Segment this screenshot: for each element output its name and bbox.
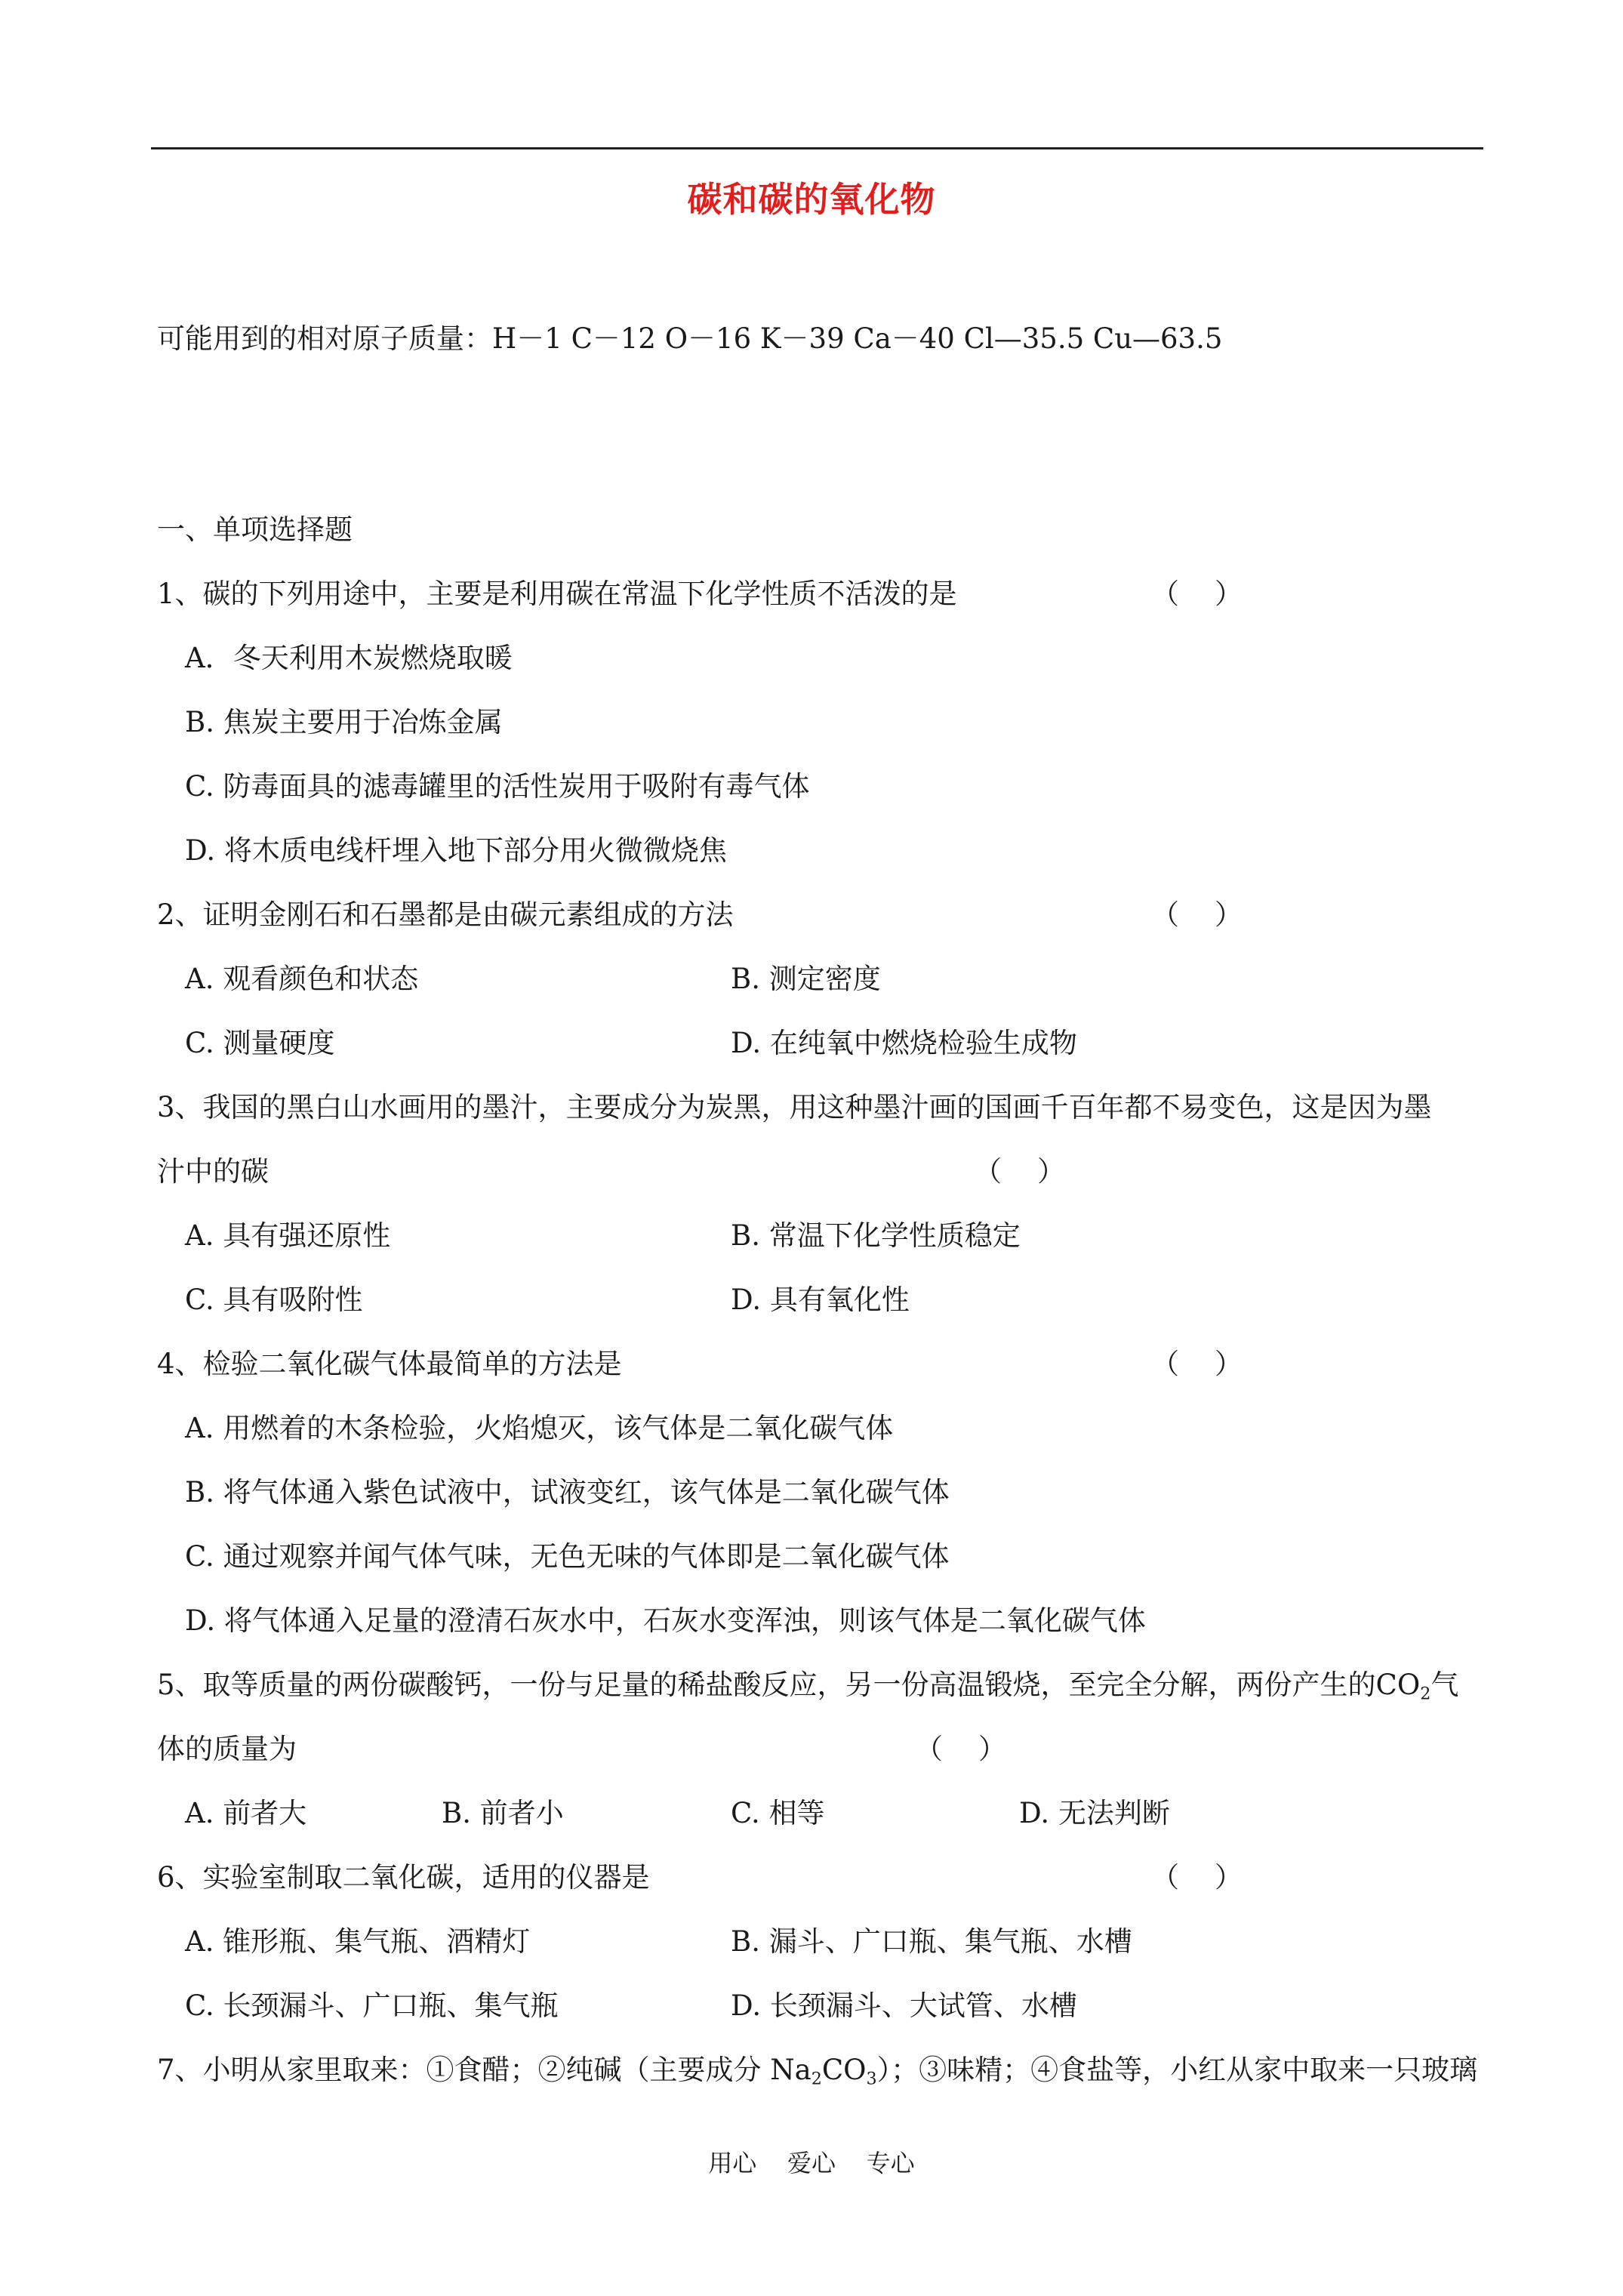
option: B. 常温下化学性质稳定: [731, 1219, 1021, 1252]
answer-blank: （ ）: [1151, 578, 1243, 610]
option: B. 焦炭主要用于冶炼金属: [185, 706, 503, 738]
option: D. 将木质电线杆埋入地下部分用火微微烧焦: [185, 834, 727, 867]
option: C. 长颈漏斗、广口瓶、集气瓶: [185, 1989, 559, 2022]
question-5-stem-continued: 体的质量为: [157, 1733, 297, 1765]
option: D. 将气体通入足量的澄清石灰水中，石灰水变浑浊，则该气体是二氧化碳气体: [185, 1604, 1146, 1637]
option: D. 具有氧化性: [731, 1284, 910, 1316]
option: C. 具有吸附性: [185, 1284, 363, 1316]
question-1-stem: 1、碳的下列用途中，主要是利用碳在常温下化学性质不活泼的是: [157, 578, 957, 610]
option: C. 通过观察并闻气体气味，无色无味的气体即是二氧化碳气体: [185, 1540, 950, 1573]
option: D. 在纯氧中燃烧检验生成物: [731, 1027, 1077, 1059]
section-heading: 一、单项选择题: [157, 513, 353, 546]
answer-blank: （ ）: [1151, 898, 1243, 931]
answer-blank: （ ）: [915, 1733, 1007, 1765]
option: A. 锥形瓶、集气瓶、酒精灯: [185, 1925, 531, 1958]
question-5-stem: 5、取等质量的两份碳酸钙，一份与足量的稀盐酸反应，另一份高温锻烧，至完全分解，两份产生的$CO_2$气: [157, 1669, 1459, 1704]
option: C. 防毒面具的滤毒罐里的活性炭用于吸附有毒气体: [185, 770, 810, 803]
page-footer: 用心 爱心 专心: [708, 2149, 915, 2177]
option: B. 测定密度: [731, 963, 881, 995]
option: B. 前者小: [442, 1797, 564, 1829]
option: A. 具有强还原性: [185, 1219, 391, 1252]
question-3-stem: 3、我国的黑白山水画用的墨汁，主要成分为炭黑，用这种墨汁画的国画千百年都不易变色，这是因为墨: [157, 1091, 1432, 1123]
option: B. 将气体通入紫色试液中，试液变红，该气体是二氧化碳气体: [185, 1476, 950, 1509]
question-5-stem-text: 5、取等质量的两份碳酸钙，一份与足量的稀盐酸反应，另一份高温锻烧，至完全分解，两份产生的: [157, 1669, 1376, 1701]
question-6-stem: 6、实验室制取二氧化碳，适用的仪器是: [157, 1861, 650, 1894]
question-3-stem-continued: 汁中的碳: [157, 1155, 269, 1188]
option: A. 前者大: [185, 1797, 307, 1829]
option: C. 测量硬度: [185, 1027, 335, 1059]
option: A. 用燃着的木条检验，火焰熄灭，该气体是二氧化碳气体: [185, 1412, 894, 1444]
option: A. 观看颜色和状态: [185, 963, 419, 995]
option: C. 相等: [731, 1797, 825, 1829]
question-4-stem: 4、检验二氧化碳气体最简单的方法是: [157, 1348, 622, 1380]
option: D. 无法判断: [1019, 1797, 1170, 1829]
question-2-stem: 2、证明金刚石和石墨都是由碳元素组成的方法: [157, 898, 734, 931]
atomic-mass-line: 可能用到的相对原子质量：H－1 C－12 O－16 K－39 Ca－40 Cl—35.5 Cu—63.5: [157, 322, 1223, 355]
question-7-stem: 7、小明从家里取来：①食醋；②纯碱（主要成分 $Na_2CO_3$）；③味精；④食盐等，小红从家中取来一只玻璃: [157, 2054, 1478, 2089]
document-title: 碳和碳的氧化物: [687, 179, 936, 220]
option: D. 长颈漏斗、大试管、水槽: [731, 1989, 1077, 2022]
co2-formula: $CO_2$: [1375, 1669, 1431, 1704]
answer-blank: （ ）: [1151, 1861, 1243, 1894]
header-rule: [151, 147, 1483, 149]
option: A．冬天利用木炭燃烧取暖: [185, 642, 513, 674]
option: B. 漏斗、广口瓶、集气瓶、水槽: [731, 1925, 1132, 1958]
answer-blank: （ ）: [1151, 1348, 1243, 1380]
answer-blank: （ ）: [974, 1155, 1066, 1188]
